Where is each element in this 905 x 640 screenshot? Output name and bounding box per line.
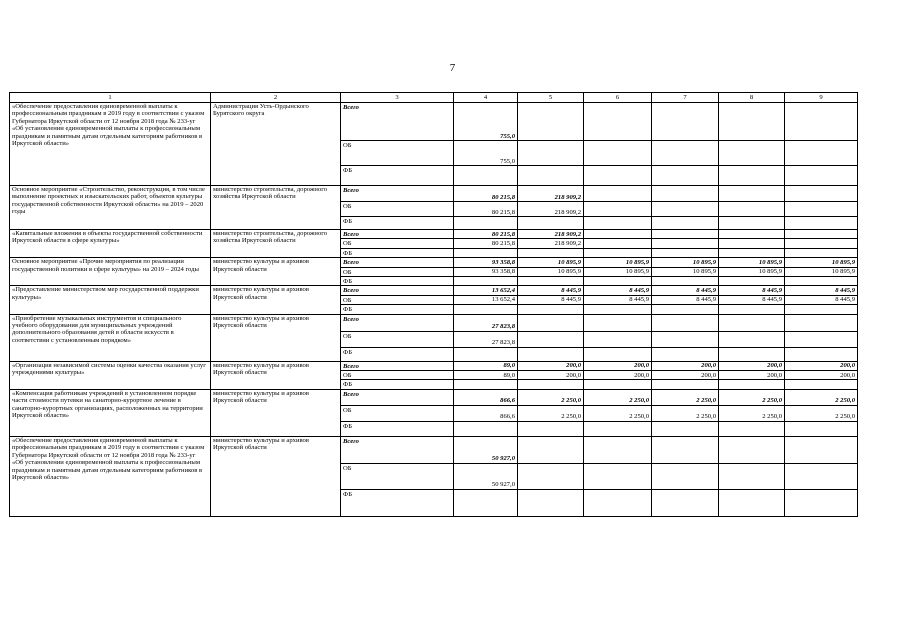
amount-cell: [785, 230, 858, 239]
funding-source: ОБ: [341, 405, 454, 421]
funding-source: Всего: [341, 286, 454, 295]
amount-cell: 10 895,9: [719, 258, 785, 267]
measure-name: «Обеспечение предоставления единовременной выплаты к профессиональным праздникам в 2019 году в соответствии с указом Губернатора Иркутской области от 12 ноября 2018 года № 233-уг «Об установлении единовременной выплаты к профессиональным праздникам и памятным датам отдельным категориям работников в Иркутской области»: [10, 436, 211, 516]
amount-cell: [785, 421, 858, 436]
amount-cell: [719, 186, 785, 202]
amount-cell: [652, 202, 719, 217]
amount-cell: 8 445,9: [652, 286, 719, 295]
amount-cell: [518, 463, 584, 489]
amount-cell: [719, 421, 785, 436]
amount-cell: [785, 166, 858, 186]
amount-cell: 13 652,4: [454, 286, 518, 295]
amount-cell: [454, 380, 518, 389]
amount-cell: [584, 202, 652, 217]
amount-cell: 2 250,0: [785, 405, 858, 421]
table-row: [10, 103, 858, 141]
amount-cell: [584, 230, 652, 239]
amount-cell: [719, 230, 785, 239]
amount-cell: [584, 248, 652, 257]
header-row: [10, 93, 858, 103]
amount-cell: 27 823,8: [454, 331, 518, 347]
amount-cell: 80 215,8: [454, 186, 518, 202]
amount-cell: [719, 141, 785, 166]
amount-cell: 10 895,9: [652, 258, 719, 267]
funding-source: ОБ: [341, 331, 454, 347]
amount-cell: 2 250,0: [518, 405, 584, 421]
amount-cell: [785, 277, 858, 286]
amount-cell: [584, 103, 652, 141]
amount-cell: [785, 314, 858, 331]
amount-cell: 200,0: [719, 361, 785, 370]
amount-cell: 218 909,2: [518, 230, 584, 239]
amount-cell: [719, 166, 785, 186]
table-row: [10, 314, 858, 331]
amount-cell: 10 895,9: [785, 258, 858, 267]
amount-cell: [584, 463, 652, 489]
amount-cell: [454, 277, 518, 286]
amount-cell: [518, 380, 584, 389]
amount-cell: 8 445,9: [719, 286, 785, 295]
header-cell: 5: [518, 93, 584, 103]
funding-source: ФБ: [341, 166, 454, 186]
amount-cell: 10 895,9: [518, 258, 584, 267]
amount-cell: 80 215,8: [454, 230, 518, 239]
amount-cell: [652, 305, 719, 314]
executor-org: министерство строительства, дорожного хозяйства Иркутской области: [211, 186, 341, 230]
funding-source: ОБ: [341, 463, 454, 489]
amount-cell: 50 927,0: [454, 436, 518, 463]
amount-cell: 8 445,9: [785, 286, 858, 295]
amount-cell: 10 895,9: [584, 267, 652, 276]
amount-cell: 200,0: [785, 361, 858, 370]
amount-cell: 218 909,2: [518, 202, 584, 217]
amount-cell: [454, 421, 518, 436]
amount-cell: 8 445,9: [584, 286, 652, 295]
amount-cell: [785, 202, 858, 217]
amount-cell: [584, 239, 652, 248]
measure-name: «Предоставление министерством мер государственной поддержки культуры»: [10, 286, 211, 314]
amount-cell: [785, 436, 858, 463]
amount-cell: [652, 436, 719, 463]
measure-name: «Капитальные вложения в объекты государственной собственности Иркутской области в сфере культуры»: [10, 230, 211, 258]
funding-source: ФБ: [341, 421, 454, 436]
amount-cell: [652, 347, 719, 361]
funding-source: ОБ: [341, 141, 454, 166]
amount-cell: 10 895,9: [785, 267, 858, 276]
funding-source: ОБ: [341, 371, 454, 380]
amount-cell: 2 250,0: [719, 405, 785, 421]
amount-cell: 10 895,9: [719, 267, 785, 276]
amount-cell: [518, 347, 584, 361]
amount-cell: [454, 217, 518, 230]
amount-cell: [719, 217, 785, 230]
budget-table: [9, 92, 858, 517]
header-cell: 7: [652, 93, 719, 103]
table-row: [10, 186, 858, 202]
header-cell: 2: [211, 93, 341, 103]
funding-source: Всего: [341, 361, 454, 370]
amount-cell: 200,0: [652, 371, 719, 380]
amount-cell: [719, 436, 785, 463]
amount-cell: [652, 277, 719, 286]
funding-source: ФБ: [341, 217, 454, 230]
amount-cell: 10 895,9: [518, 267, 584, 276]
header-cell: 3: [341, 93, 454, 103]
amount-cell: 755,0: [454, 103, 518, 141]
amount-cell: 2 250,0: [652, 389, 719, 405]
amount-cell: 50 927,0: [454, 463, 518, 489]
amount-cell: [785, 217, 858, 230]
amount-cell: [652, 314, 719, 331]
amount-cell: [652, 230, 719, 239]
amount-cell: [584, 186, 652, 202]
amount-cell: [584, 331, 652, 347]
table-row: [10, 361, 858, 370]
funding-source: Всего: [341, 436, 454, 463]
amount-cell: 200,0: [584, 361, 652, 370]
amount-cell: [584, 421, 652, 436]
amount-cell: [719, 489, 785, 516]
measure-name: Основное мероприятие «Строительство, реконструкция, в том числе выполнение проектных и изыскательских работ, объектов культуры государственной собственности Иркутской области» на 2019 – 2020 годы: [10, 186, 211, 230]
amount-cell: 8 445,9: [518, 295, 584, 304]
amount-cell: 13 652,4: [454, 295, 518, 304]
amount-cell: [652, 248, 719, 257]
amount-cell: [719, 463, 785, 489]
amount-cell: [518, 489, 584, 516]
funding-source: Всего: [341, 230, 454, 239]
funding-source: ФБ: [341, 489, 454, 516]
amount-cell: 200,0: [785, 371, 858, 380]
executor-org: Администрация Усть-Ордынского Бурятского округа: [211, 103, 341, 186]
amount-cell: [652, 141, 719, 166]
amount-cell: [719, 380, 785, 389]
amount-cell: [584, 347, 652, 361]
amount-cell: [652, 166, 719, 186]
amount-cell: [584, 166, 652, 186]
amount-cell: 218 909,2: [518, 186, 584, 202]
amount-cell: 27 823,8: [454, 314, 518, 331]
funding-source: Всего: [341, 186, 454, 202]
amount-cell: [719, 277, 785, 286]
amount-cell: 93 358,8: [454, 258, 518, 267]
amount-cell: [584, 489, 652, 516]
amount-cell: [652, 463, 719, 489]
amount-cell: [584, 277, 652, 286]
amount-cell: [454, 166, 518, 186]
funding-source: ОБ: [341, 202, 454, 217]
measure-name: «Компенсация работникам учреждений в установленном порядке части стоимости путевки на санаторно-курортное лечение в санаторно-курортных организациях, расположенных на территории Иркутской области»: [10, 389, 211, 436]
amount-cell: 2 250,0: [584, 405, 652, 421]
amount-cell: 8 445,9: [584, 295, 652, 304]
amount-cell: 755,0: [454, 141, 518, 166]
funding-source: ОБ: [341, 295, 454, 304]
amount-cell: [652, 103, 719, 141]
amount-cell: [454, 489, 518, 516]
amount-cell: 2 250,0: [785, 389, 858, 405]
funding-source: Всего: [341, 258, 454, 267]
executor-org: министерство культуры и архивов Иркутской области: [211, 361, 341, 389]
amount-cell: 80 215,8: [454, 202, 518, 217]
amount-cell: [584, 217, 652, 230]
funding-source: ОБ: [341, 267, 454, 276]
measure-name: Основное мероприятие «Прочие мероприятия по реализации государственной политики в сфере культуры» на 2019 – 2024 годы: [10, 258, 211, 286]
amount-cell: [652, 331, 719, 347]
amount-cell: [785, 141, 858, 166]
amount-cell: [785, 103, 858, 141]
amount-cell: 10 895,9: [584, 258, 652, 267]
funding-source: Всего: [341, 314, 454, 331]
amount-cell: [785, 239, 858, 248]
amount-cell: [719, 239, 785, 248]
amount-cell: [652, 380, 719, 389]
amount-cell: [584, 305, 652, 314]
header-cell: 6: [584, 93, 652, 103]
executor-org: министерство культуры и архивов Иркутской области: [211, 436, 341, 516]
amount-cell: [719, 347, 785, 361]
amount-cell: [454, 305, 518, 314]
funding-source: Всего: [341, 103, 454, 141]
amount-cell: [518, 248, 584, 257]
amount-cell: [652, 421, 719, 436]
executor-org: министерство строительства, дорожного хозяйства Иркутской области: [211, 230, 341, 258]
amount-cell: 10 895,9: [652, 267, 719, 276]
amount-cell: 200,0: [719, 371, 785, 380]
amount-cell: 8 445,9: [518, 286, 584, 295]
measure-name: «Организация независимой системы оценки качества оказания услуг учреждениями культуры»: [10, 361, 211, 389]
amount-cell: [584, 436, 652, 463]
amount-cell: [652, 186, 719, 202]
amount-cell: [785, 331, 858, 347]
amount-cell: [518, 217, 584, 230]
amount-cell: 218 909,2: [518, 239, 584, 248]
funding-source: ФБ: [341, 305, 454, 314]
amount-cell: [719, 331, 785, 347]
amount-cell: 89,0: [454, 371, 518, 380]
amount-cell: [584, 314, 652, 331]
amount-cell: [518, 141, 584, 166]
funding-source: ОБ: [341, 239, 454, 248]
amount-cell: 8 445,9: [719, 295, 785, 304]
table-row: [10, 258, 858, 267]
executor-org: министерство культуры и архивов Иркутской области: [211, 286, 341, 314]
amount-cell: 200,0: [652, 361, 719, 370]
amount-cell: [719, 202, 785, 217]
amount-cell: 866,6: [454, 405, 518, 421]
measure-name: «Обеспечение предоставления единовременной выплаты к профессиональным праздникам в 2019 году в соответствии с указом Губернатора Иркутской области от 12 ноября 2018 года № 233-уг «Об установлении единовременной выплаты к профессиональным праздникам и памятным датам отдельным категориям работников в Иркутской области»: [10, 103, 211, 186]
header-cell: 9: [785, 93, 858, 103]
amount-cell: [652, 239, 719, 248]
funding-source: ФБ: [341, 248, 454, 257]
executor-org: министерство культуры и архивов Иркутской области: [211, 258, 341, 286]
funding-source: ФБ: [341, 347, 454, 361]
amount-cell: 2 250,0: [719, 389, 785, 405]
amount-cell: [518, 421, 584, 436]
header-cell: 1: [10, 93, 211, 103]
amount-cell: [584, 141, 652, 166]
funding-source: ФБ: [341, 380, 454, 389]
amount-cell: [454, 248, 518, 257]
amount-cell: 2 250,0: [584, 389, 652, 405]
amount-cell: [518, 103, 584, 141]
amount-cell: 200,0: [518, 361, 584, 370]
amount-cell: 8 445,9: [785, 295, 858, 304]
amount-cell: 2 250,0: [518, 389, 584, 405]
amount-cell: 200,0: [584, 371, 652, 380]
amount-cell: 93 358,8: [454, 267, 518, 276]
amount-cell: [719, 103, 785, 141]
amount-cell: 200,0: [518, 371, 584, 380]
amount-cell: [785, 347, 858, 361]
measure-name: «Приобретение музыкальных инструментов и специального учебного оборудования для муниципальных учреждений дополнительного образования детей в области искусств в соответствии с установленным порядком»: [10, 314, 211, 361]
funding-source: ФБ: [341, 277, 454, 286]
table-row: [10, 436, 858, 463]
amount-cell: [518, 436, 584, 463]
page-number: 7: [449, 62, 456, 74]
amount-cell: [518, 331, 584, 347]
amount-cell: [652, 217, 719, 230]
executor-org: министерство культуры и архивов Иркутской области: [211, 389, 341, 436]
amount-cell: [719, 305, 785, 314]
header-cell: 8: [719, 93, 785, 103]
table-row: [10, 389, 858, 405]
amount-cell: [518, 305, 584, 314]
header-cell: 4: [454, 93, 518, 103]
amount-cell: [785, 186, 858, 202]
funding-source: Всего: [341, 389, 454, 405]
amount-cell: [719, 248, 785, 257]
amount-cell: [785, 248, 858, 257]
amount-cell: [785, 489, 858, 516]
amount-cell: [584, 380, 652, 389]
amount-cell: 866,6: [454, 389, 518, 405]
amount-cell: [785, 463, 858, 489]
amount-cell: 8 445,9: [652, 295, 719, 304]
executor-org: министерство культуры и архивов Иркутской области: [211, 314, 341, 361]
amount-cell: [518, 166, 584, 186]
table-row: [10, 286, 858, 295]
amount-cell: [652, 489, 719, 516]
amount-cell: [719, 314, 785, 331]
amount-cell: [785, 305, 858, 314]
amount-cell: [518, 277, 584, 286]
table-row: [10, 230, 858, 239]
amount-cell: [454, 347, 518, 361]
amount-cell: 2 250,0: [652, 405, 719, 421]
amount-cell: [518, 314, 584, 331]
amount-cell: 80 215,8: [454, 239, 518, 248]
amount-cell: [785, 380, 858, 389]
amount-cell: 89,0: [454, 361, 518, 370]
